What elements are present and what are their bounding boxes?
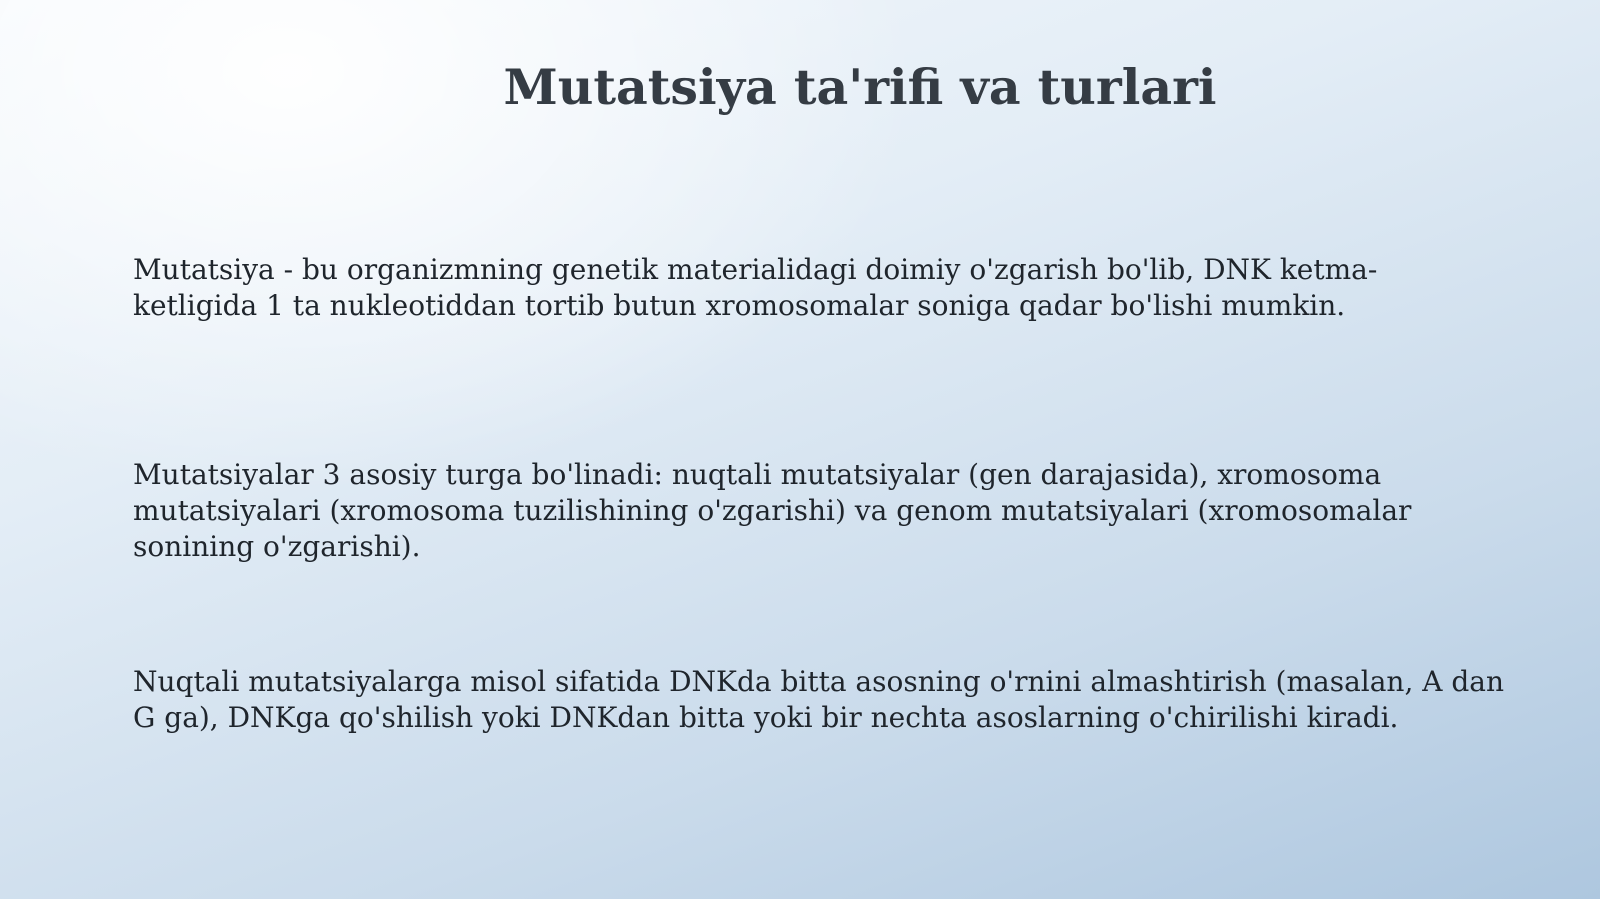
- paragraph-types: Mutatsiyalar 3 asosiy turga bo'linadi: nuqtali mutatsiyalar (gen darajasida), xromosoma mutatsiyalari (xromosoma tuzilishining o'zgarishi) va genom mutatsiyalari (xromosomalar sonining o'zgarishi).: [133, 458, 1412, 563]
- slide-title: Mutatsiya ta'rifi va turlari: [503, 58, 1217, 116]
- paragraph-point-mutation-examples: Nuqtali mutatsiyalarga misol sifatida DNKda bitta asosning o'rnini almashtirish (masalan, A dan G ga), DNKga qo'shilish yoki DNKdan bitta yoki bir nechta asoslarning o'chirilishi kiradi.: [133, 665, 1505, 734]
- paragraph-definition: Mutatsiya - bu organizmning genetik materialidagi doimiy o'zgarish bo'lib, DNK ketma-ketligida 1 ta nukleotiddan tortib butun xromosomalar soniga qadar bo'lishi mumkin.: [133, 253, 1378, 322]
